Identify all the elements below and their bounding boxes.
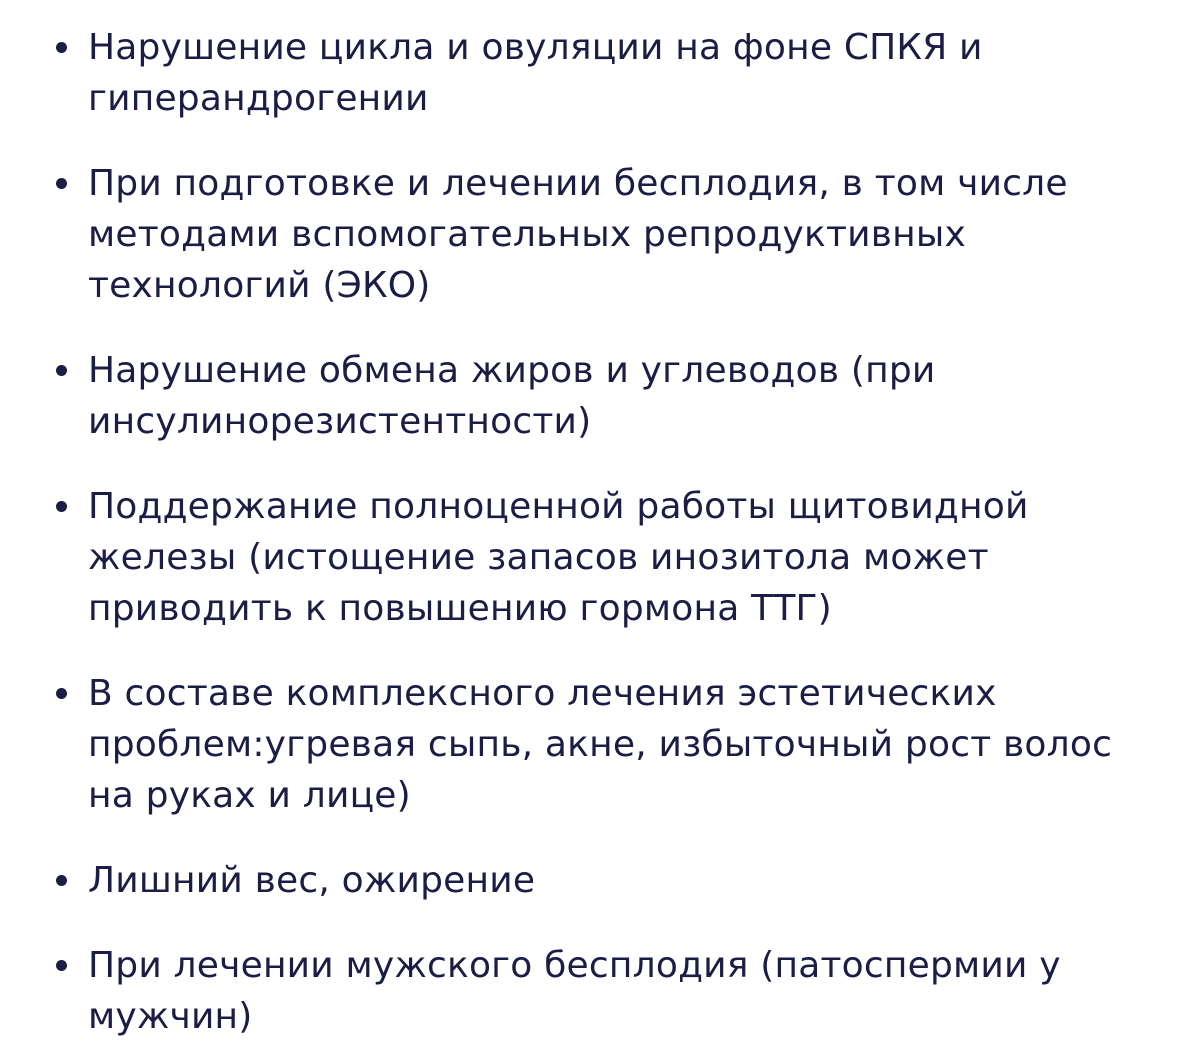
bullet-icon (56, 501, 67, 512)
list-item-text: Нарушение цикла и овуляции на фоне СПКЯ и гиперандрогении (88, 27, 983, 119)
indications-list (0, 22, 1200, 1042)
list-item-text: При подготовке и лечении бесплодия, в том числе методами вспомогательных репродуктивных технологий (ЭКО) (88, 163, 1068, 306)
bullet-icon (56, 178, 67, 189)
list-item (0, 345, 1200, 447)
list-item (0, 22, 1200, 124)
bullet-icon (56, 365, 67, 376)
bullet-icon (56, 960, 67, 971)
list-item (0, 855, 1200, 906)
bullet-icon (56, 875, 67, 886)
list-item (0, 940, 1200, 1042)
bullet-icon (56, 42, 67, 53)
bullet-icon (56, 688, 67, 699)
list-item-text: Нарушение обмена жиров и углеводов (при инсулинорезистентности) (88, 350, 936, 442)
list-item (0, 668, 1200, 821)
list-item (0, 158, 1200, 311)
list-item (0, 481, 1200, 634)
list-item-text: При лечении мужского бесплодия (патоспермии у мужчин) (88, 945, 1061, 1037)
list-item-text: Поддержание полноценной работы щитовидной железы (истощение запасов инозитола может приводить к повышению гормона ТТГ) (88, 486, 1029, 629)
list-item-text: В составе комплексного лечения эстетических проблем:угревая сыпь, акне, избыточный рост волос на руках и лице) (88, 673, 1113, 816)
list-item-text: Лишний вес, ожирение (88, 860, 536, 901)
